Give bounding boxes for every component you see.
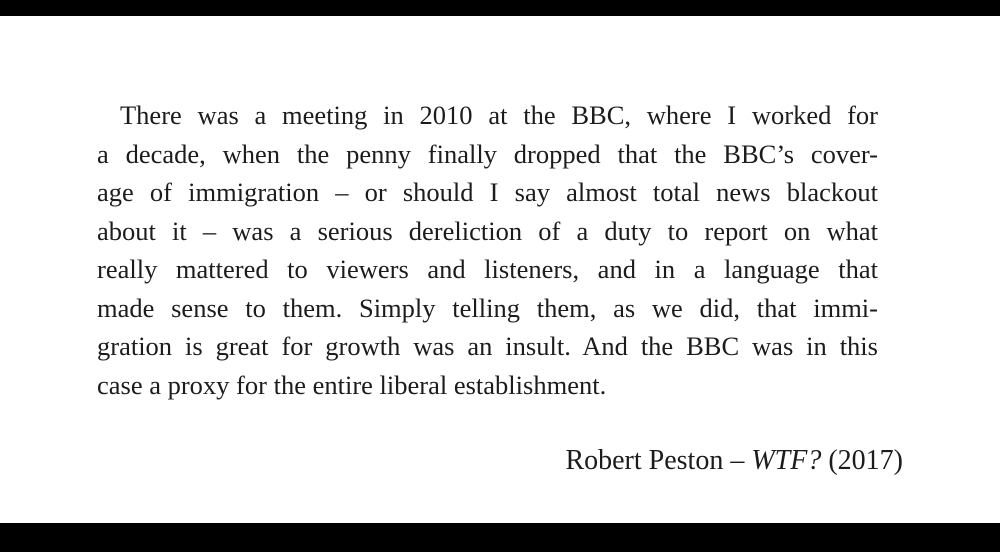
quote-line: made sense to them. Simply telling them, as we did, that immi- <box>97 292 878 323</box>
attribution-line <box>97 442 903 480</box>
quote-line: case a proxy for the entire liberal establishment. <box>97 369 607 400</box>
quote-line: about it – was a serious dereliction of a duty to report on what <box>97 215 878 246</box>
bottom-letterbox-bar <box>0 523 1000 552</box>
quote-line: There was a meeting in 2010 at the BBC, where I worked for <box>120 100 878 130</box>
slide-content <box>0 16 1000 523</box>
attribution-book-title: WTF? <box>751 445 822 476</box>
quote-line: really mattered to viewers and listeners, and in a language that <box>97 254 878 284</box>
quote-line: gration is great for growth was an insult. And the BBC was in this <box>97 331 878 361</box>
attribution-author: Robert Peston – <box>565 445 752 476</box>
attribution-year: (2017) <box>821 445 903 476</box>
quote-line: age of immigration – or should I say almost total news blackout <box>97 177 878 207</box>
quote-line: a decade, when the penny finally dropped that the BBC’s cover- <box>97 138 878 169</box>
quote-paragraph <box>97 96 878 404</box>
top-letterbox-bar <box>0 0 1000 16</box>
